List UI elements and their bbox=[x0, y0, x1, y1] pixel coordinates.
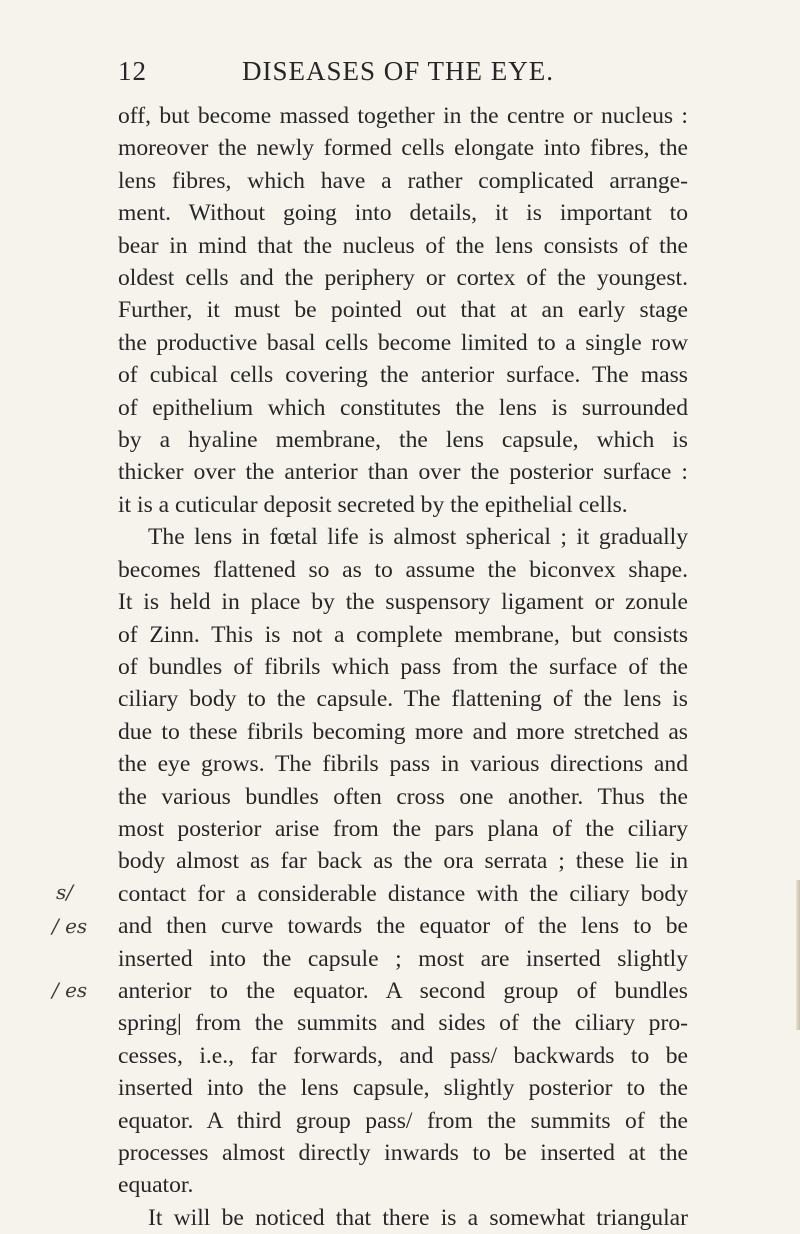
paragraph-2 bbox=[118, 521, 688, 1202]
page-header bbox=[118, 56, 678, 92]
text-line: equator. bbox=[118, 1172, 194, 1199]
text-line: becomes flattened so as to assume the biconvex shape. bbox=[118, 556, 688, 583]
text-line: equator. A third group pass/ from the summits of the bbox=[118, 1107, 688, 1134]
text-line: oldest cells and the periphery or cortex of the youngest. bbox=[118, 265, 688, 292]
text-line: The lens in fœtal life is almost spherical ; it gradually bbox=[148, 524, 688, 551]
text-line: of Zinn. This is not a complete membrane, but consists bbox=[118, 621, 688, 648]
text-line: spring| from the summits and sides of the ciliary pro- bbox=[118, 1010, 688, 1037]
text-line: ciliary body to the capsule. The flattening of the lens is bbox=[118, 686, 688, 713]
text-line: processes almost directly inwards to be inserted at the bbox=[118, 1140, 688, 1166]
text-line: of bundles of fibrils which pass from the surface of the bbox=[118, 653, 688, 680]
text-line: the productive basal cells become limited to a single row bbox=[118, 329, 688, 356]
text-line: bear in mind that the nucleus of the lens consists of the bbox=[118, 232, 688, 259]
page-number: 12 bbox=[118, 56, 147, 86]
body-text bbox=[118, 100, 688, 1234]
text-line: ment. Without going into details, it is important to bbox=[118, 200, 688, 227]
text-line: It is held in place by the suspensory ligament or zonule bbox=[118, 589, 688, 616]
text-line: cesses, i.e., far forwards, and pass/ backwards to be bbox=[118, 1042, 688, 1069]
text-line: anterior to the equator. A second group of bundles bbox=[118, 977, 688, 1004]
text-line: inserted into the lens capsule, slightly posterior to the bbox=[118, 1075, 688, 1102]
text-line: of cubical cells covering the anterior surface. The mass bbox=[118, 362, 688, 389]
text-line: contact for a considerable distance with the ciliary body bbox=[118, 880, 688, 907]
text-line: lens fibres, which have a rather complicated arrange- bbox=[118, 167, 688, 194]
text-line: due to these fibrils becoming more and more stretched as bbox=[118, 718, 688, 745]
text-line: body almost as far back as the ora serrata ; these lie in bbox=[118, 848, 688, 875]
text-line: off, but become massed together in the centre or nucleus : bbox=[118, 103, 688, 129]
text-line: most posterior arise from the pars plana of the ciliary bbox=[118, 815, 688, 842]
text-line: of epithelium which constitutes the lens is surrounded bbox=[118, 394, 688, 421]
text-line: it is a cuticular deposit secreted by the epithelial cells. bbox=[118, 491, 628, 518]
paragraph-3 bbox=[118, 1202, 688, 1234]
text-line: It will be noticed that there is a somewhat triangular bbox=[148, 1204, 688, 1231]
text-line: thicker over the anterior than over the posterior surface : bbox=[118, 459, 688, 486]
page-edge-shadow bbox=[796, 880, 800, 1030]
running-head: DISEASES OF THE EYE. bbox=[241, 56, 555, 86]
text-line: Further, it must be pointed out that at an early stage bbox=[118, 297, 688, 324]
text-line: and then curve towards the equator of the lens to be bbox=[118, 913, 688, 940]
text-line: the various bundles often cross one another. Thus the bbox=[118, 783, 688, 810]
margin-note-handwritten: s/ bbox=[56, 880, 74, 904]
text-line: the eye grows. The fibrils pass in various directions and bbox=[118, 751, 688, 778]
margin-note-handwritten: / es bbox=[52, 914, 88, 938]
text-line: inserted into the capsule ; most are inserted slightly bbox=[118, 945, 688, 972]
text-line: by a hyaline membrane, the lens capsule, which is bbox=[118, 427, 688, 454]
paragraph-1 bbox=[118, 100, 688, 521]
margin-note-handwritten: / es bbox=[52, 978, 88, 1002]
text-line: moreover the newly formed cells elongate into fibres, the bbox=[118, 135, 688, 162]
